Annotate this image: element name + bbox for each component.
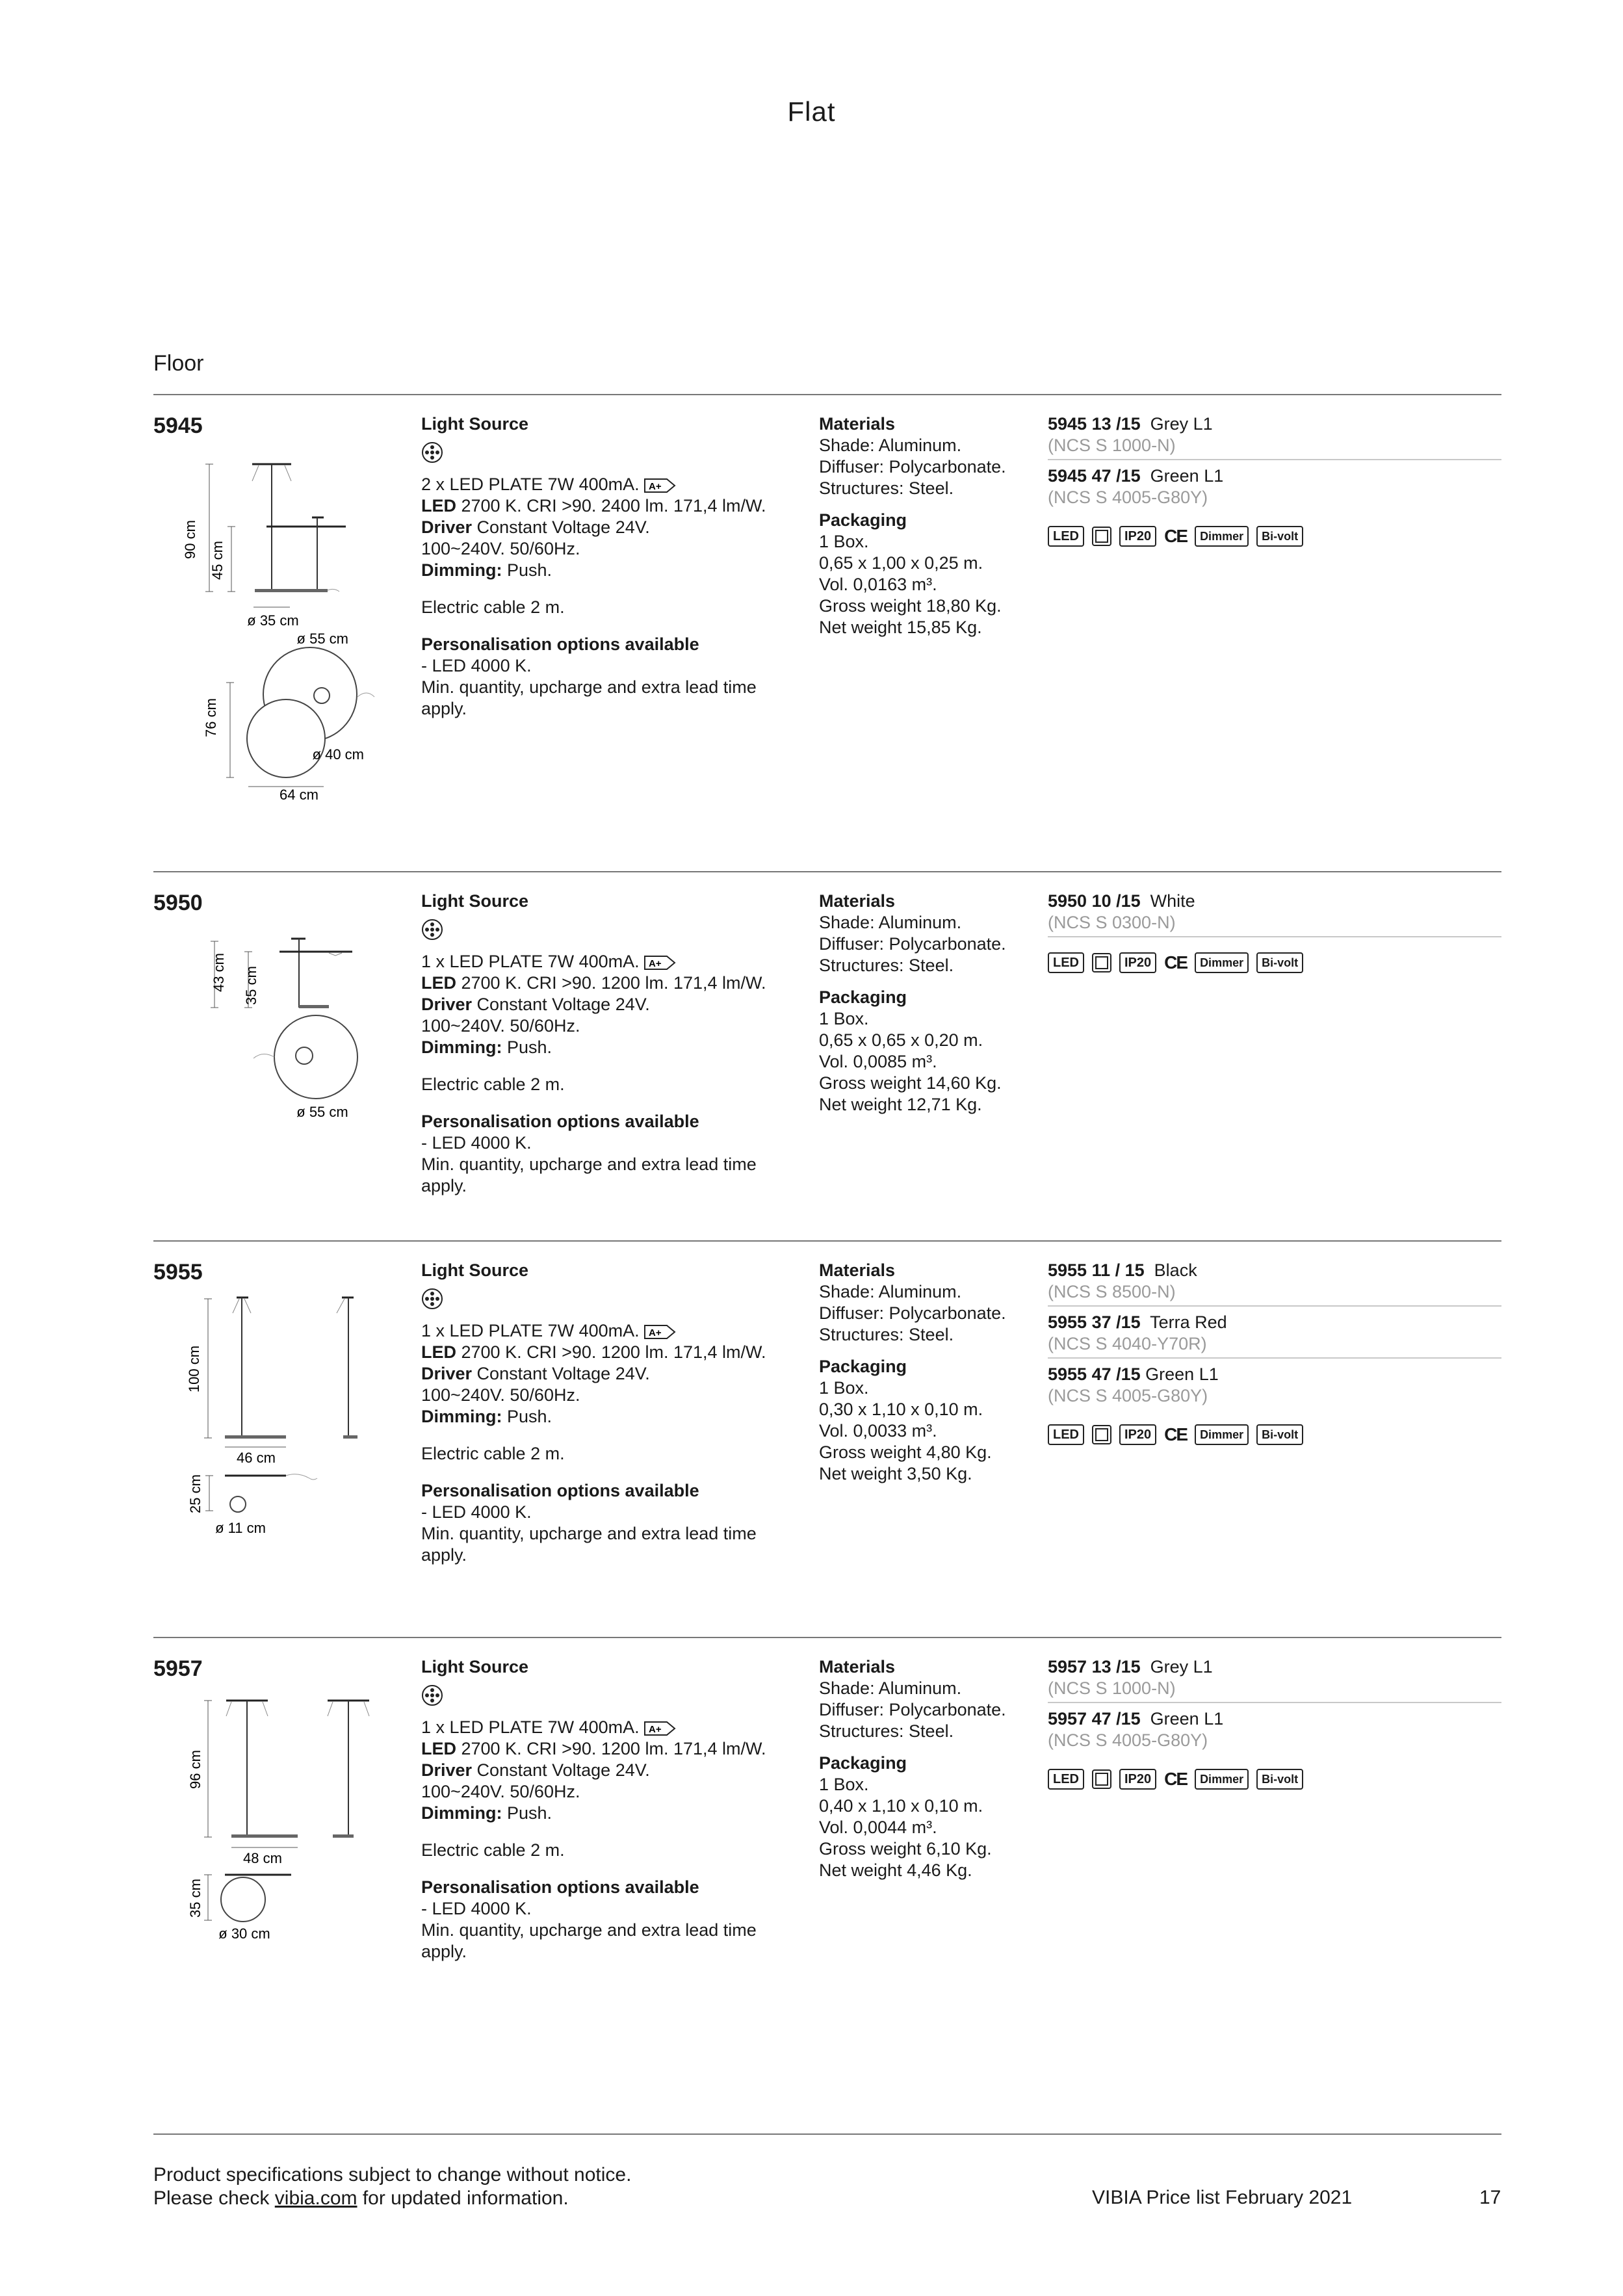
driver-spec: Constant Voltage 24V. [472,1364,650,1383]
led-badge: LED [1048,1769,1084,1790]
cable-spec: Electric cable 2 m. [421,1840,565,1860]
gross-weight: Gross weight 6,10 Kg. [819,1839,992,1859]
packaging-size: 0,30 x 1,10 x 0,10 m. [819,1400,983,1419]
light-source-5955 [421,1260,811,1566]
ce-mark: CE [1164,526,1188,546]
packaging-boxes: 1 Box. [819,1009,869,1028]
energy-class: A+ [648,958,662,969]
variant-ref: 5955 47 /15 [1048,1364,1141,1384]
dim-height: 96 cm [187,1750,203,1789]
led-badge: LED [1048,1424,1084,1445]
light-source-5945 [421,413,811,720]
driver-spec: Constant Voltage 24V. [472,995,650,1014]
personalisation-note: Min. quantity, upcharge and extra lead time apply. [421,1155,757,1195]
packaging-heading: Packaging [819,510,907,530]
ip-badge: IP20 [1119,526,1156,547]
energy-class: A+ [648,1723,662,1735]
footer-line-2a: Please check [153,2187,275,2209]
voltage-spec: 100~240V. 50/60Hz. [421,539,580,558]
ip-badge: IP20 [1119,952,1156,973]
led-label: LED [421,973,456,993]
driver-spec: Constant Voltage 24V. [472,517,650,537]
variant-ncs: (NCS S 0300-N) [1048,913,1176,932]
led-label: LED [421,1739,456,1758]
divider [153,871,1501,872]
packaging-size: 0,65 x 0,65 x 0,20 m. [819,1030,983,1050]
packaging-volume: Vol. 0,0163 m³. [819,575,937,594]
packaging-size: 0,40 x 1,10 x 0,10 m. [819,1796,983,1816]
dim-height-total: 90 cm [182,520,198,559]
led-spec: 2700 K. CRI >90. 1200 lm. 171,4 lm/W. [456,973,766,993]
led-spec: 2700 K. CRI >90. 1200 lm. 171,4 lm/W. [456,1739,766,1758]
certification-badges [1048,1424,1501,1445]
material-shade: Shade: Aluminum. [819,436,962,455]
dim-width: 46 cm [237,1450,276,1466]
variant [1048,465,1501,511]
variant-name: Black [1154,1260,1197,1280]
ce-mark: CE [1164,952,1188,972]
material-structure: Structures: Steel. [819,478,954,498]
light-source-heading: Light Source [421,1657,529,1676]
packaging-heading: Packaging [819,1357,907,1376]
divider [153,1637,1501,1638]
divider [153,394,1501,395]
variant [1048,1656,1501,1703]
energy-label-icon [643,478,676,493]
personalisation-heading: Personalisation options available [421,1481,699,1500]
footer-line-2b: for updated information. [357,2187,569,2209]
material-diffuser: Diffuser: Polycarbonate. [819,1303,1006,1323]
led-plate-icon [421,1684,811,1712]
product-drawing-5957 [182,1684,390,1970]
gross-weight: Gross weight 18,80 Kg. [819,596,1002,616]
page-number: 17 [1479,2187,1501,2208]
personalisation-option: - LED 4000 K. [421,656,532,675]
certification-badges [1048,1768,1501,1790]
variant-name: Green L1 [1145,1364,1219,1384]
dimming-label: Dimming: [421,1407,502,1426]
dim-diameter-small: ø 35 cm [247,612,299,629]
variant-name: Green L1 [1150,466,1224,486]
packaging-boxes: 1 Box. [819,1775,869,1794]
personalisation-heading: Personalisation options available [421,634,699,654]
material-shade: Shade: Aluminum. [819,1282,962,1301]
section-label: Floor [153,351,204,376]
dim-width: 48 cm [243,1850,282,1866]
ce-mark: CE [1164,1769,1188,1789]
light-source-5957 [421,1656,811,1963]
variant-ref: 5957 13 /15 [1048,1657,1141,1676]
variant-ref: 5955 37 /15 [1048,1312,1141,1332]
divider [153,1240,1501,1242]
net-weight: Net weight 15,85 Kg. [819,618,982,637]
dim-height-total: 43 cm [211,953,227,992]
materials-5957 [819,1656,1040,1881]
footer-notice [153,2163,631,2210]
led-spec: 2700 K. CRI >90. 2400 lm. 171,4 lm/W. [456,496,766,515]
energy-label-icon [643,955,676,971]
materials-heading: Materials [819,1260,896,1280]
variant-ncs: (NCS S 4005-G80Y) [1048,1730,1208,1750]
led-label: LED [421,496,456,515]
material-shade: Shade: Aluminum. [819,1678,962,1698]
cable-spec: Electric cable 2 m. [421,1444,565,1463]
variant [1048,413,1501,460]
packaging-volume: Vol. 0,0044 m³. [819,1818,937,1837]
dim-diameter: ø 55 cm [296,1104,348,1120]
dimming-label: Dimming: [421,560,502,580]
net-weight: Net weight 3,50 Kg. [819,1464,972,1483]
voltage-spec: 100~240V. 50/60Hz. [421,1385,580,1405]
dim-height-low: 35 cm [243,966,259,1005]
variant-ref: 5950 10 /15 [1048,891,1141,911]
certification-badges [1048,525,1501,547]
packaging-boxes: 1 Box. [819,1378,869,1398]
ce-mark: CE [1164,1424,1188,1444]
variant-ref: 5955 11 / 15 [1048,1260,1145,1280]
dim-height: 100 cm [186,1345,202,1393]
dimmer-badge: Dimmer [1195,526,1249,547]
material-structure: Structures: Steel. [819,1325,954,1344]
personalisation-note: Min. quantity, upcharge and extra lead time apply. [421,1920,757,1961]
dim-height-top: 76 cm [203,698,219,737]
bivolt-badge: Bi-volt [1256,526,1303,547]
footer-divider [153,2133,1501,2135]
variant-name: Green L1 [1150,1709,1224,1729]
light-source-line: 2 x LED PLATE 7W 400mA. [421,475,640,494]
driver-label: Driver [421,517,473,537]
class-ii-icon [1092,953,1111,972]
personalisation-heading: Personalisation options available [421,1877,699,1897]
voltage-spec: 100~240V. 50/60Hz. [421,1016,580,1036]
bivolt-badge: Bi-volt [1256,952,1303,973]
variants-5945 [1048,413,1501,547]
variant [1048,891,1501,937]
personalisation-option: - LED 4000 K. [421,1899,532,1918]
light-source-line: 1 x LED PLATE 7W 400mA. [421,1321,640,1340]
cable-spec: Electric cable 2 m. [421,597,565,617]
product-drawing-5955 [182,1287,390,1560]
variants-5957 [1048,1656,1501,1790]
dimmer-badge: Dimmer [1195,1424,1249,1445]
gross-weight: Gross weight 14,60 Kg. [819,1073,1002,1093]
packaging-heading: Packaging [819,987,907,1007]
variant-ncs: (NCS S 4040-Y70R) [1048,1334,1207,1353]
light-source-5950 [421,891,811,1197]
variant [1048,1708,1501,1754]
dimming-label: Dimming: [421,1803,502,1823]
variants-5950 [1048,891,1501,973]
dim-diameter-large: ø 55 cm [296,631,348,647]
packaging-size: 0,65 x 1,00 x 0,25 m. [819,553,983,573]
dim-width: 64 cm [279,787,318,803]
variant-name: Grey L1 [1150,1657,1213,1676]
dimming-spec: Push. [502,1037,552,1057]
dimming-spec: Push. [502,1803,552,1823]
product-code: 5950 [153,891,203,915]
dim-height-low: 45 cm [209,541,226,580]
driver-label: Driver [421,1364,473,1383]
footer-brand: VIBIA Price list February 2021 [1092,2187,1353,2208]
dim-height-top: 25 cm [187,1474,203,1513]
net-weight: Net weight 12,71 Kg. [819,1095,982,1114]
dim-diameter: ø 11 cm [215,1520,266,1536]
variant-ncs: (NCS S 1000-N) [1048,1678,1176,1698]
energy-label-icon [643,1721,676,1736]
certification-badges [1048,952,1501,973]
dimming-spec: Push. [502,1407,552,1426]
product-drawing-5945 [175,455,396,806]
led-badge: LED [1048,952,1084,973]
class-ii-icon [1092,1425,1111,1444]
product-code: 5945 [153,413,203,438]
light-source-line: 1 x LED PLATE 7W 400mA. [421,1717,640,1737]
gross-weight: Gross weight 4,80 Kg. [819,1442,992,1462]
personalisation-note: Min. quantity, upcharge and extra lead time apply. [421,677,757,718]
light-source-line: 1 x LED PLATE 7W 400mA. [421,952,640,971]
variant-name: Grey L1 [1150,414,1213,434]
cable-spec: Electric cable 2 m. [421,1075,565,1094]
packaging-boxes: 1 Box. [819,532,869,551]
variant-name: Terra Red [1150,1312,1227,1332]
variant-ncs: (NCS S 8500-N) [1048,1282,1176,1301]
energy-class: A+ [648,1327,662,1338]
variant-ref: 5957 47 /15 [1048,1709,1141,1729]
materials-5955 [819,1260,1040,1485]
page-title: Flat [787,96,836,127]
materials-heading: Materials [819,414,896,434]
led-plate-icon [421,441,811,469]
variant-ncs: (NCS S 4005-G80Y) [1048,1386,1208,1405]
variants-5955 [1048,1260,1501,1445]
packaging-volume: Vol. 0,0085 m³. [819,1052,937,1071]
personalisation-note: Min. quantity, upcharge and extra lead time apply. [421,1524,757,1565]
class-ii-icon [1092,527,1111,546]
material-diffuser: Diffuser: Polycarbonate. [819,934,1006,954]
material-structure: Structures: Steel. [819,1721,954,1741]
material-diffuser: Diffuser: Polycarbonate. [819,1700,1006,1719]
material-shade: Shade: Aluminum. [819,913,962,932]
product-code: 5957 [153,1656,203,1681]
ip-badge: IP20 [1119,1769,1156,1790]
variant [1048,1260,1501,1307]
variant-ncs: (NCS S 1000-N) [1048,436,1176,455]
light-source-heading: Light Source [421,414,529,434]
bivolt-badge: Bi-volt [1256,1424,1303,1445]
led-plate-icon [421,1288,811,1315]
light-source-heading: Light Source [421,891,529,911]
dim-diameter-medium: ø 40 cm [312,746,364,763]
personalisation-option: - LED 4000 K. [421,1133,532,1153]
bivolt-badge: Bi-volt [1256,1769,1303,1790]
driver-spec: Constant Voltage 24V. [472,1760,650,1780]
packaging-heading: Packaging [819,1753,907,1773]
net-weight: Net weight 4,46 Kg. [819,1860,972,1880]
led-badge: LED [1048,526,1084,547]
product-code: 5955 [153,1260,203,1285]
driver-label: Driver [421,995,473,1014]
variant [1048,1312,1501,1359]
materials-heading: Materials [819,1657,896,1676]
variant [1048,1364,1501,1409]
ip-badge: IP20 [1119,1424,1156,1445]
vibia-link[interactable]: vibia.com [274,2187,357,2209]
material-diffuser: Diffuser: Polycarbonate. [819,457,1006,476]
materials-5950 [819,891,1040,1115]
class-ii-icon [1092,1769,1111,1789]
materials-heading: Materials [819,891,896,911]
footer-line-1: Product specifications subject to change without notice. [153,2164,632,2185]
led-label: LED [421,1342,456,1362]
variant-ncs: (NCS S 4005-G80Y) [1048,488,1208,507]
dim-height-top: 35 cm [187,1879,203,1918]
dim-diameter: ø 30 cm [218,1925,270,1942]
led-spec: 2700 K. CRI >90. 1200 lm. 171,4 lm/W. [456,1342,766,1362]
personalisation-option: - LED 4000 K. [421,1502,532,1522]
led-plate-icon [421,919,811,946]
voltage-spec: 100~240V. 50/60Hz. [421,1782,580,1801]
light-source-heading: Light Source [421,1260,529,1280]
material-structure: Structures: Steel. [819,956,954,975]
materials-5945 [819,413,1040,638]
product-drawing-5950 [195,923,390,1131]
dimmer-badge: Dimmer [1195,1769,1249,1790]
energy-label-icon [643,1324,676,1340]
variant-name: White [1150,891,1195,911]
variant-ref: 5945 47 /15 [1048,466,1141,486]
driver-label: Driver [421,1760,473,1780]
dimmer-badge: Dimmer [1195,952,1249,973]
variant-ref: 5945 13 /15 [1048,414,1141,434]
packaging-volume: Vol. 0,0033 m³. [819,1421,937,1441]
dimming-label: Dimming: [421,1037,502,1057]
personalisation-heading: Personalisation options available [421,1112,699,1131]
energy-class: A+ [648,480,662,492]
dimming-spec: Push. [502,560,552,580]
